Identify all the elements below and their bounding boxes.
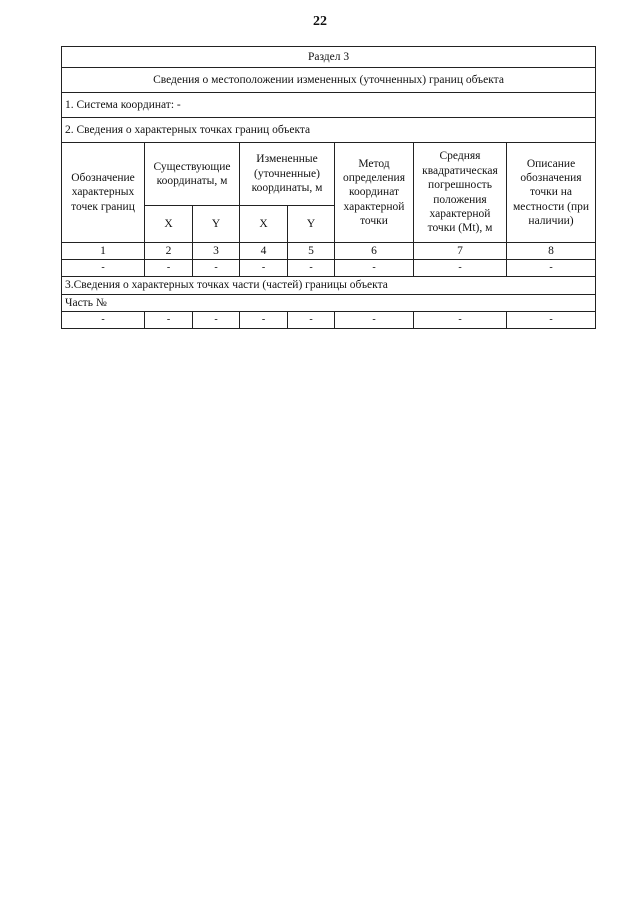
table-cell: -: [414, 260, 507, 277]
table-cell: -: [414, 312, 507, 329]
header-y-existing: Y: [193, 206, 240, 243]
table-cell: -: [288, 260, 335, 277]
column-number: 1: [62, 243, 145, 260]
coordinate-system: 1. Система координат: -: [62, 93, 596, 118]
column-number: 4: [240, 243, 288, 260]
points-heading: 2. Сведения о характерных точках границ объекта: [62, 118, 596, 143]
header-y-changed: Y: [288, 206, 335, 243]
part-points-heading: 3.Сведения о характерных точках части (частей) границы объекта: [62, 277, 596, 294]
section-title: Раздел 3: [62, 47, 596, 68]
header-error: Средняя квадратическая погрешность положения характерной точки (Mt), м: [414, 143, 507, 243]
table-cell: -: [240, 260, 288, 277]
table-cell: -: [335, 260, 414, 277]
column-number: 8: [507, 243, 596, 260]
header-changed-coords: Измененные (уточненные) координаты, м: [240, 143, 335, 206]
part-number-label: Часть №: [62, 294, 596, 311]
header-designation: Обозначение характерных точек границ: [62, 143, 145, 243]
column-number: 6: [335, 243, 414, 260]
table-row: [62, 260, 596, 277]
page-number: 22: [313, 14, 327, 29]
table-cell: -: [507, 260, 596, 277]
header-description: Описание обозначения точки на местности (при наличии): [507, 143, 596, 243]
table-cell: -: [62, 312, 145, 329]
table-cell: -: [288, 312, 335, 329]
boundary-points-table: [61, 46, 596, 329]
column-number: 2: [145, 243, 193, 260]
table-cell: -: [335, 312, 414, 329]
header-x-existing: X: [145, 206, 193, 243]
table-cell: -: [145, 312, 193, 329]
header-method: Метод определения координат характерной точки: [335, 143, 414, 243]
header-x-changed: X: [240, 206, 288, 243]
table-cell: -: [193, 260, 240, 277]
table-cell: -: [62, 260, 145, 277]
table-cell: -: [240, 312, 288, 329]
column-numbers-row: [62, 243, 596, 260]
section-subtitle: Сведения о местоположении измененных (уточненных) границ объекта: [62, 68, 596, 93]
table-cell: -: [193, 312, 240, 329]
column-number: 3: [193, 243, 240, 260]
table-row: [62, 312, 596, 329]
table-cell: -: [507, 312, 596, 329]
table-cell: -: [145, 260, 193, 277]
column-number: 7: [414, 243, 507, 260]
column-number: 5: [288, 243, 335, 260]
header-existing-coords: Существующие координаты, м: [145, 143, 240, 206]
